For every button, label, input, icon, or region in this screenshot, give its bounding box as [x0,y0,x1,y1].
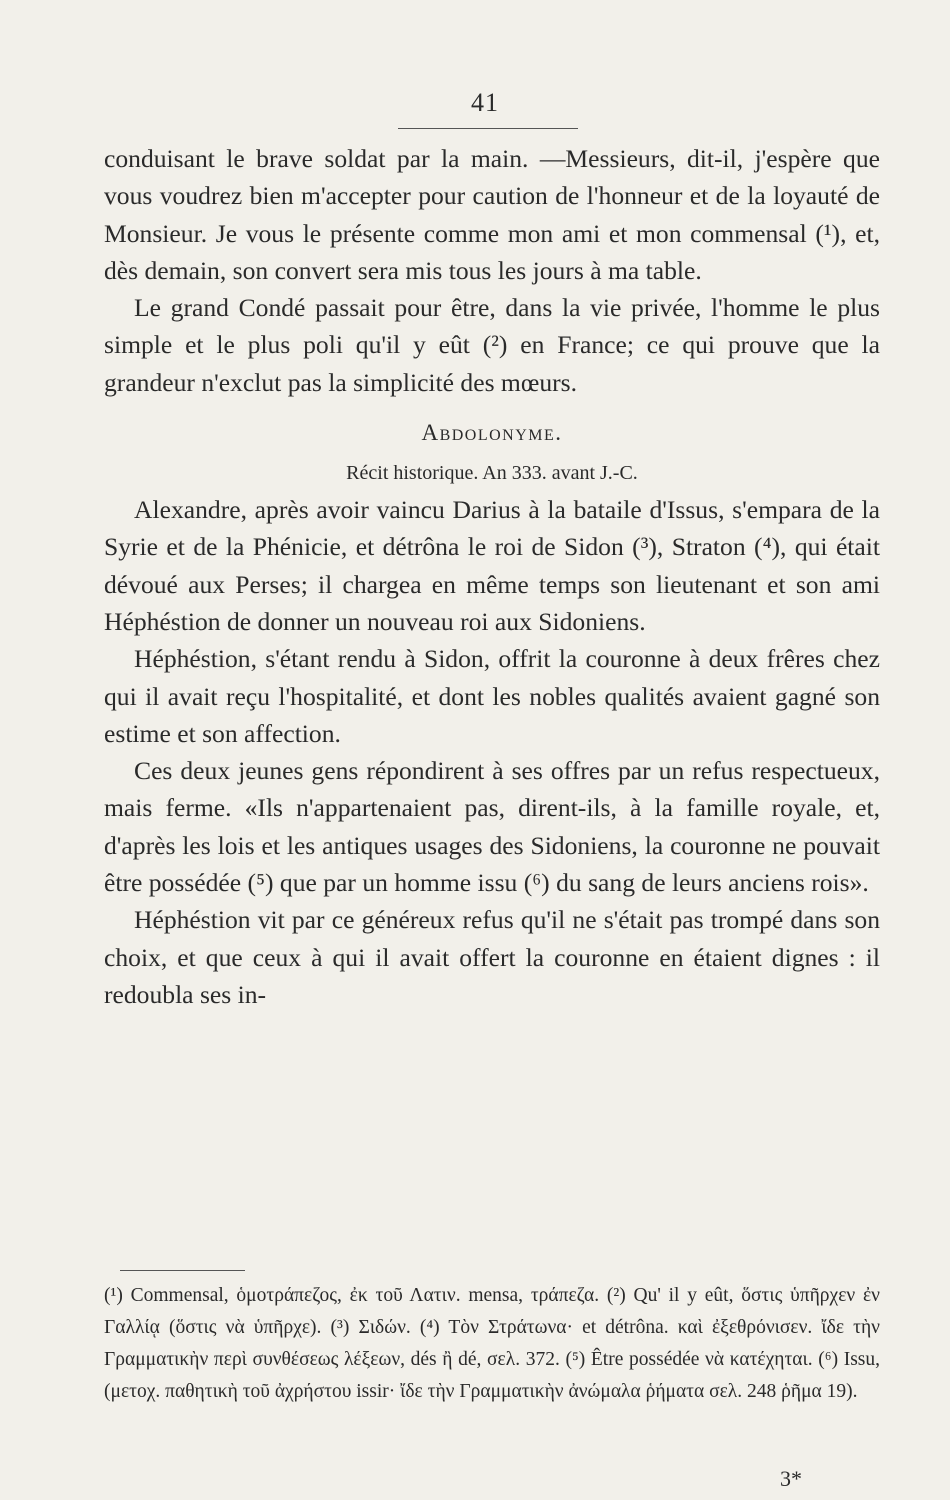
story-paragraph-4: Héphéstion vit par ce généreux refus qu'il ne s'était pas trompé dans son choix, et que ceux à qui il avait offert la couronne en étaient dignes : il redoubla ses in- [104,905,880,1009]
story-paragraph-3: Ces deux jeunes gens répondirent à ses offres par un refus respectueux, mais ferme. «Ils n'appartenaient pas, dirent-ils, à la famille royale, et, d'après les lois et les antiques usages des Sidoniens, la couronne ne pouvait être possédée (⁵) que par un homme issu (⁶) du sang de leurs anciens rois». [104,756,880,898]
footnote-rule [120,1270,245,1271]
main-text [104,140,880,1013]
footnotes: (¹) Commensal, ὁμοτράπεζος, ἐκ τοῦ Λατιν. mensa, τράπεζα. (²) Qu' il y eût, ὅστις ὑπῆρχεν ἐν Γαλλίᾳ (ὅστις νὰ ὑπῆρχε). (³) Σιδών. (⁴) Τὸν Στράτωνα· et détrôna. καὶ ἐξεθρόνισεν. ἴδε τὴν Γραμματικὴν περὶ συνθέσεως λέξεων, dés ἢ dé, σελ. 372. (⁵) Être possédée νὰ κατέχηται. (⁶) Issu, (μετοχ. παθητικὴ τοῦ ἀχρήστου issir· ἴδε τὴν Γραμματικὴν ἀνώμαλα ῥήματα σελ. 248 ῥῆμα 19). [104,1285,880,1402]
section-heading: Abdolonyme. [421,420,563,446]
story-paragraph-2: Héphéstion, s'étant rendu à Sidon, offrit la couronne à deux frêres chez qui il avait reçu l'hospitalité, et dont les nobles qualités avaient gagné son estime et son affection. [104,644,880,748]
section-subheading: Récit historique. An 333. avant J.-C. [346,462,638,485]
header-rule [398,128,578,129]
paragraph-continued: conduisant le brave soldat par la main. —Messieurs, dit-il, j'espère que vous voudrez bien m'accepter pour caution de l'honneur et de la loyauté de Monsieur. Je vous le présente comme mon ami et mon commensal (¹), et, dès demain, son convert sera mis tous les jours à ma table. [104,144,880,285]
signature-mark: 3* [780,1466,802,1491]
page-number: 41 [471,88,499,117]
story-paragraph-1: Alexandre, après avoir vaincu Darius à la bataile d'Issus, s'empara de la Syrie et de la Phénicie, et détrôna le roi de Sidon (³), Straton (⁴), qui était dévoué aux Perses; il chargea en même temps son lieutenant et son ami Héphéstion de donner un nouveau roi aux Sidoniens. [104,495,880,636]
paragraph-conde: Le grand Condé passait pour être, dans la vie privée, l'homme le plus simple et le plus poli qu'il y eût (²) en France; ce qui prouve que la grandeur n'exclut pas la simplicité des mœurs. [104,293,880,397]
